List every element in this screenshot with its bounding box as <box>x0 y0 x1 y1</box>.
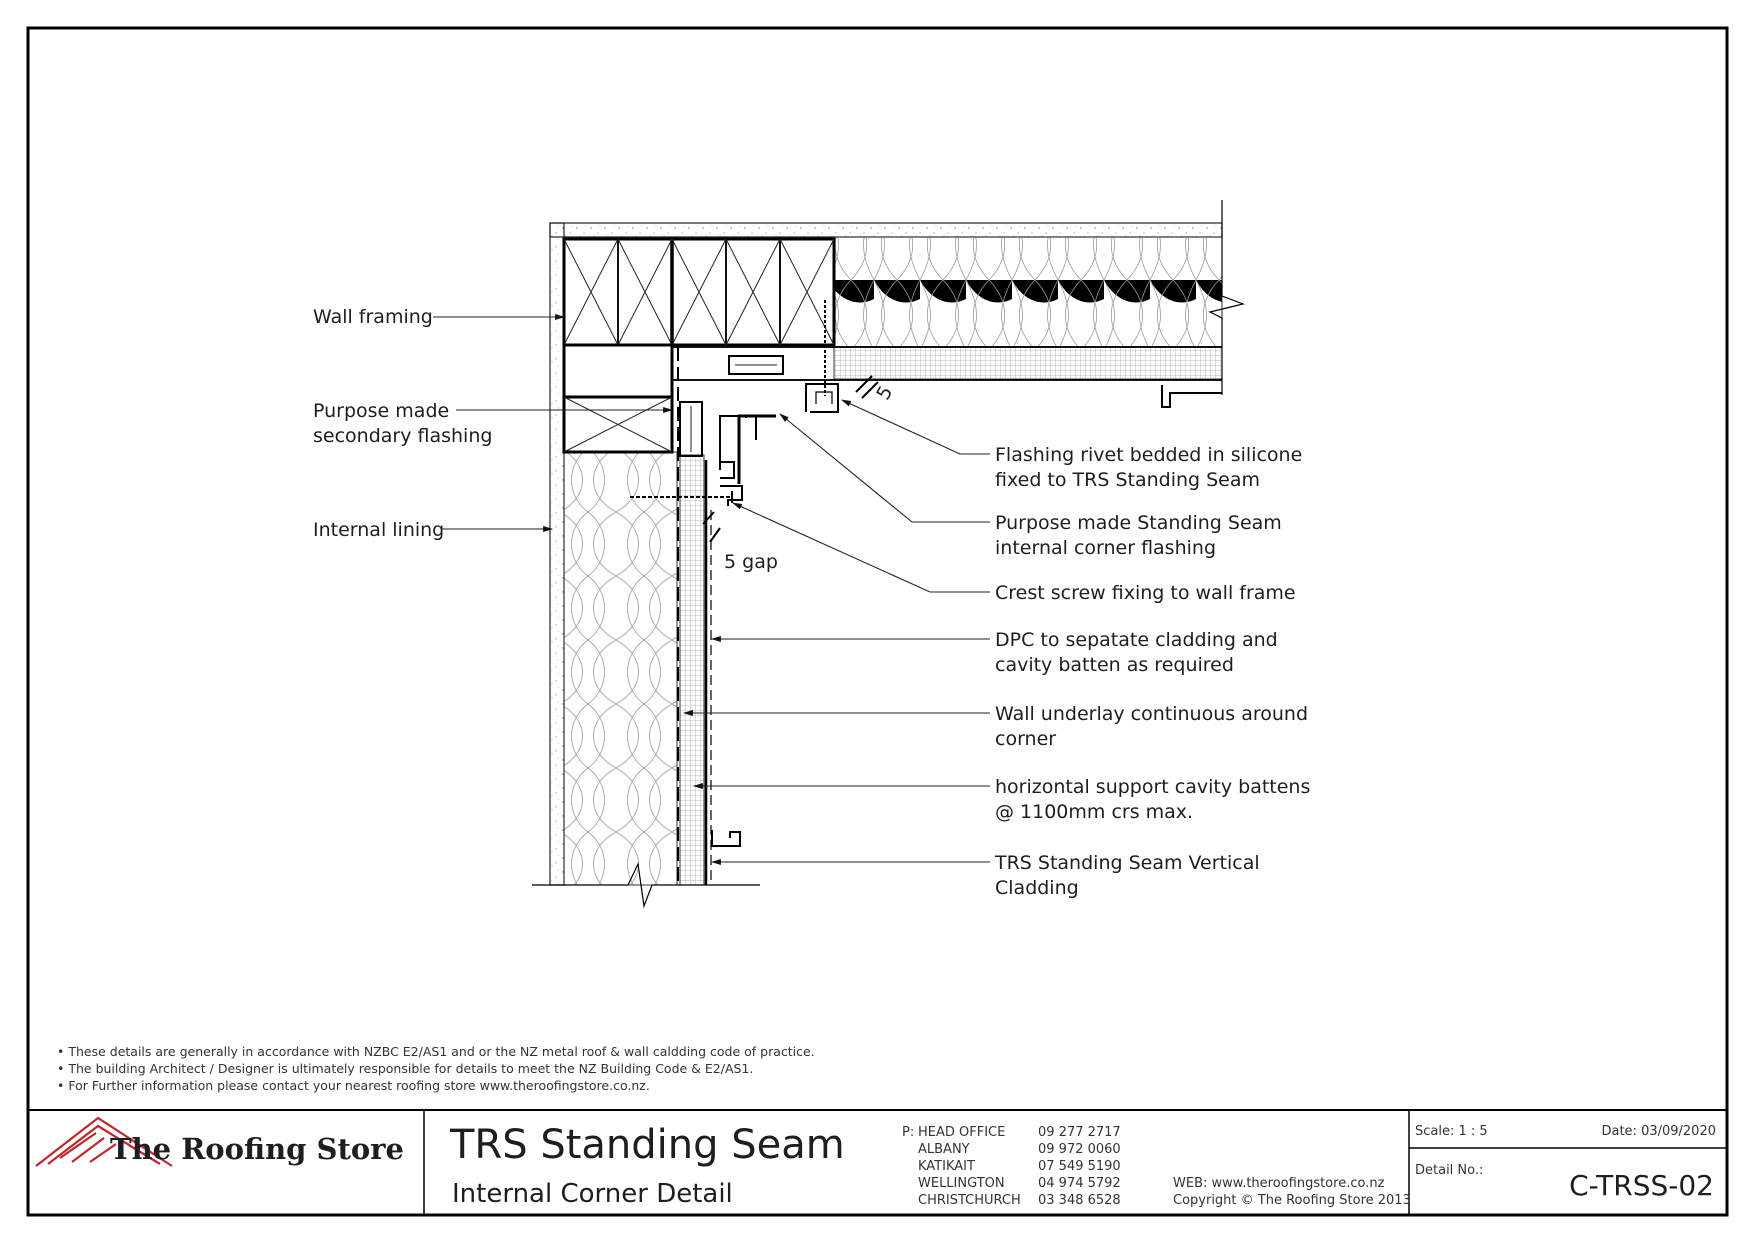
office-contacts <box>902 1125 1121 1208</box>
standing-seam-top <box>806 384 838 412</box>
label-internal-lining: Internal lining <box>313 519 445 541</box>
office-name-0: HEAD OFFICE <box>918 1125 1006 1140</box>
office-phone-3: 04 974 5792 <box>1038 1176 1121 1191</box>
label-dim-5: 5 <box>872 382 898 404</box>
label-cladding-1: TRS Standing Seam Vertical <box>995 852 1260 874</box>
internal-lining-left <box>550 223 564 885</box>
internal-lining-top <box>550 223 1222 237</box>
office-phone-2: 07 549 5190 <box>1038 1159 1121 1174</box>
scale: Scale: 1 : 5 <box>1415 1124 1488 1139</box>
company-logo <box>36 1118 404 1166</box>
cavity-batten-horizontal <box>834 347 1222 379</box>
label-battens-1: horizontal support cavity battens <box>995 776 1311 798</box>
label-underlay-2: corner <box>995 728 1057 750</box>
label-rivet-1: Flashing rivet bedded in silicone <box>995 444 1303 466</box>
sheet-border <box>28 28 1727 1215</box>
insulation-vertical <box>564 452 677 885</box>
note-1: • These details are generally in accordance with NZBC E2/AS1 and or the NZ metal roof & wall caldding code of practice. <box>57 1044 815 1059</box>
copyright: Copyright © The Roofing Store 2013 <box>1173 1193 1411 1208</box>
cavity-batten-vertical <box>680 455 704 885</box>
drawing-title: TRS Standing Seam <box>450 1122 845 1168</box>
callout-labels <box>313 306 1310 899</box>
wall-framing-top <box>564 239 834 345</box>
detail-label: Detail No.: <box>1415 1163 1484 1178</box>
note-3: • For Further information please contact your nearest roofing store www.theroofingstore.co.nz. <box>57 1078 650 1093</box>
office-name-4: CHRISTCHURCH <box>918 1193 1021 1208</box>
label-wall-framing: Wall framing <box>313 306 433 328</box>
label-secondary-flashing-2: secondary flashing <box>313 425 493 447</box>
date: Date: 03/09/2020 <box>1601 1124 1716 1139</box>
label-5-gap: 5 gap <box>724 551 778 573</box>
label-battens-2: @ 1100mm crs max. <box>995 801 1194 823</box>
company-name: The Roofing Store <box>110 1132 404 1166</box>
general-notes <box>57 1044 815 1093</box>
label-dpc-2: cavity batten as required <box>995 654 1234 676</box>
label-underlay-1: Wall underlay continuous around <box>995 703 1308 725</box>
office-name-2: KATIKAIT <box>918 1159 975 1174</box>
office-name-1: ALBANY <box>918 1142 970 1157</box>
label-dpc-1: DPC to sepatate cladding and <box>995 629 1278 651</box>
phone-prefix: P: <box>902 1125 915 1140</box>
office-phone-0: 09 277 2717 <box>1038 1125 1121 1140</box>
drawing-subtitle: Internal Corner Detail <box>452 1179 733 1209</box>
label-corner-flashing-1: Purpose made Standing Seam <box>995 512 1282 534</box>
label-cladding-2: Cladding <box>995 877 1079 899</box>
label-rivet-2: fixed to TRS Standing Seam <box>995 469 1261 491</box>
web-address: WEB: www.theroofingstore.co.nz <box>1173 1176 1385 1191</box>
label-crest-screw: Crest screw fixing to wall frame <box>995 582 1296 604</box>
office-phone-1: 09 972 0060 <box>1038 1142 1121 1157</box>
title-block <box>28 1110 1727 1215</box>
detail-number: C-TRSS-02 <box>1569 1169 1714 1202</box>
office-phone-4: 03 348 6528 <box>1038 1193 1121 1208</box>
insulation-horizontal <box>834 237 1222 347</box>
office-name-3: WELLINGTON <box>918 1176 1005 1191</box>
label-corner-flashing-2: internal corner flashing <box>995 537 1217 559</box>
label-secondary-flashing-1: Purpose made <box>313 400 450 422</box>
note-2: • The building Architect / Designer is ultimately responsible for details to meet the NZ Building Code & E2/AS1. <box>57 1061 754 1076</box>
wall-framing-left <box>564 345 672 452</box>
